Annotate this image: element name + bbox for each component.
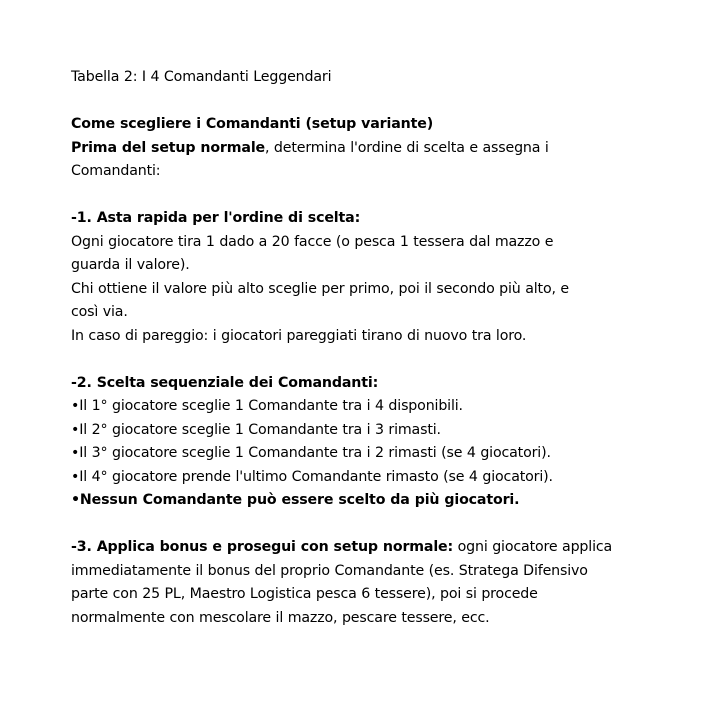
spacer: [71, 90, 669, 114]
bullet-icon: •: [71, 468, 80, 485]
step1-line: guarda il valore).: [71, 257, 190, 273]
table-caption: Tabella 2: I 4 Comandanti Leggendari: [71, 69, 332, 85]
step3-line: immediatamente il bonus del proprio Comandante (es. Stratega Difensivo: [71, 562, 588, 579]
spacer: [71, 348, 669, 372]
list-item: [71, 442, 669, 466]
step3-line: normalmente con mescolare il mazzo, pescare tessere, ecc.: [71, 609, 490, 626]
step1-line: così via.: [71, 304, 128, 320]
step3-bold-lead: -3. Applica bonus e prosegui con setup normale:: [71, 539, 454, 555]
list-item-label: Il 4° giocatore prende l'ultimo Comandante rimasto (se 4 giocatori).: [79, 468, 553, 485]
bullet-icon: •: [71, 398, 80, 414]
step2-heading: -2. Scelta sequenziale dei Comandanti:: [71, 374, 379, 391]
step1-heading: -1. Asta rapida per l'ordine di scelta:: [71, 210, 361, 226]
step1-line: In caso di pareggio: i giocatori pareggiati tirano di nuovo tra loro.: [71, 327, 527, 344]
spacer: [71, 184, 669, 208]
step1-line: Ogni giocatore tira 1 dado a 20 facce (o pesca 1 tessera dal mazzo e: [71, 233, 554, 250]
list-item-label: Il 1° giocatore sceglie 1 Comandante tra i 4 disponibili.: [79, 398, 463, 414]
intro-paragraph-line-1: [71, 137, 669, 161]
step1-line: Chi ottiene il valore più alto sceglie per primo, poi il secondo più alto, e: [71, 280, 569, 297]
list-item-label: Nessun Comandante può essere scelto da più giocatori.: [79, 492, 520, 508]
step3-rest: ogni giocatore applica: [453, 539, 613, 555]
list-item: [71, 419, 669, 443]
document-body: [71, 66, 669, 630]
list-item: [71, 489, 669, 513]
bullet-icon: •: [71, 445, 80, 461]
list-item: [71, 466, 669, 490]
intro-rest: , determina l'ordine di scelta e assegna i: [265, 139, 549, 156]
spacer: [71, 513, 669, 537]
section-heading: Come scegliere i Comandanti (setup variante): [71, 116, 434, 132]
list-item: [71, 395, 669, 419]
step3-line: parte con 25 PL, Maestro Logistica pesca 6 tessere), poi si procede: [71, 586, 538, 602]
bullet-icon: •: [71, 492, 80, 508]
intro-paragraph-line-2: Comandanti:: [71, 163, 161, 179]
intro-bold-lead: Prima del setup normale: [71, 139, 266, 156]
bullet-icon: •: [71, 421, 80, 438]
list-item-label: Il 2° giocatore sceglie 1 Comandante tra i 3 rimasti.: [79, 421, 441, 438]
list-item-label: Il 3° giocatore sceglie 1 Comandante tra i 2 rimasti (se 4 giocatori).: [79, 445, 551, 461]
step3-paragraph-line-1: [71, 536, 669, 560]
